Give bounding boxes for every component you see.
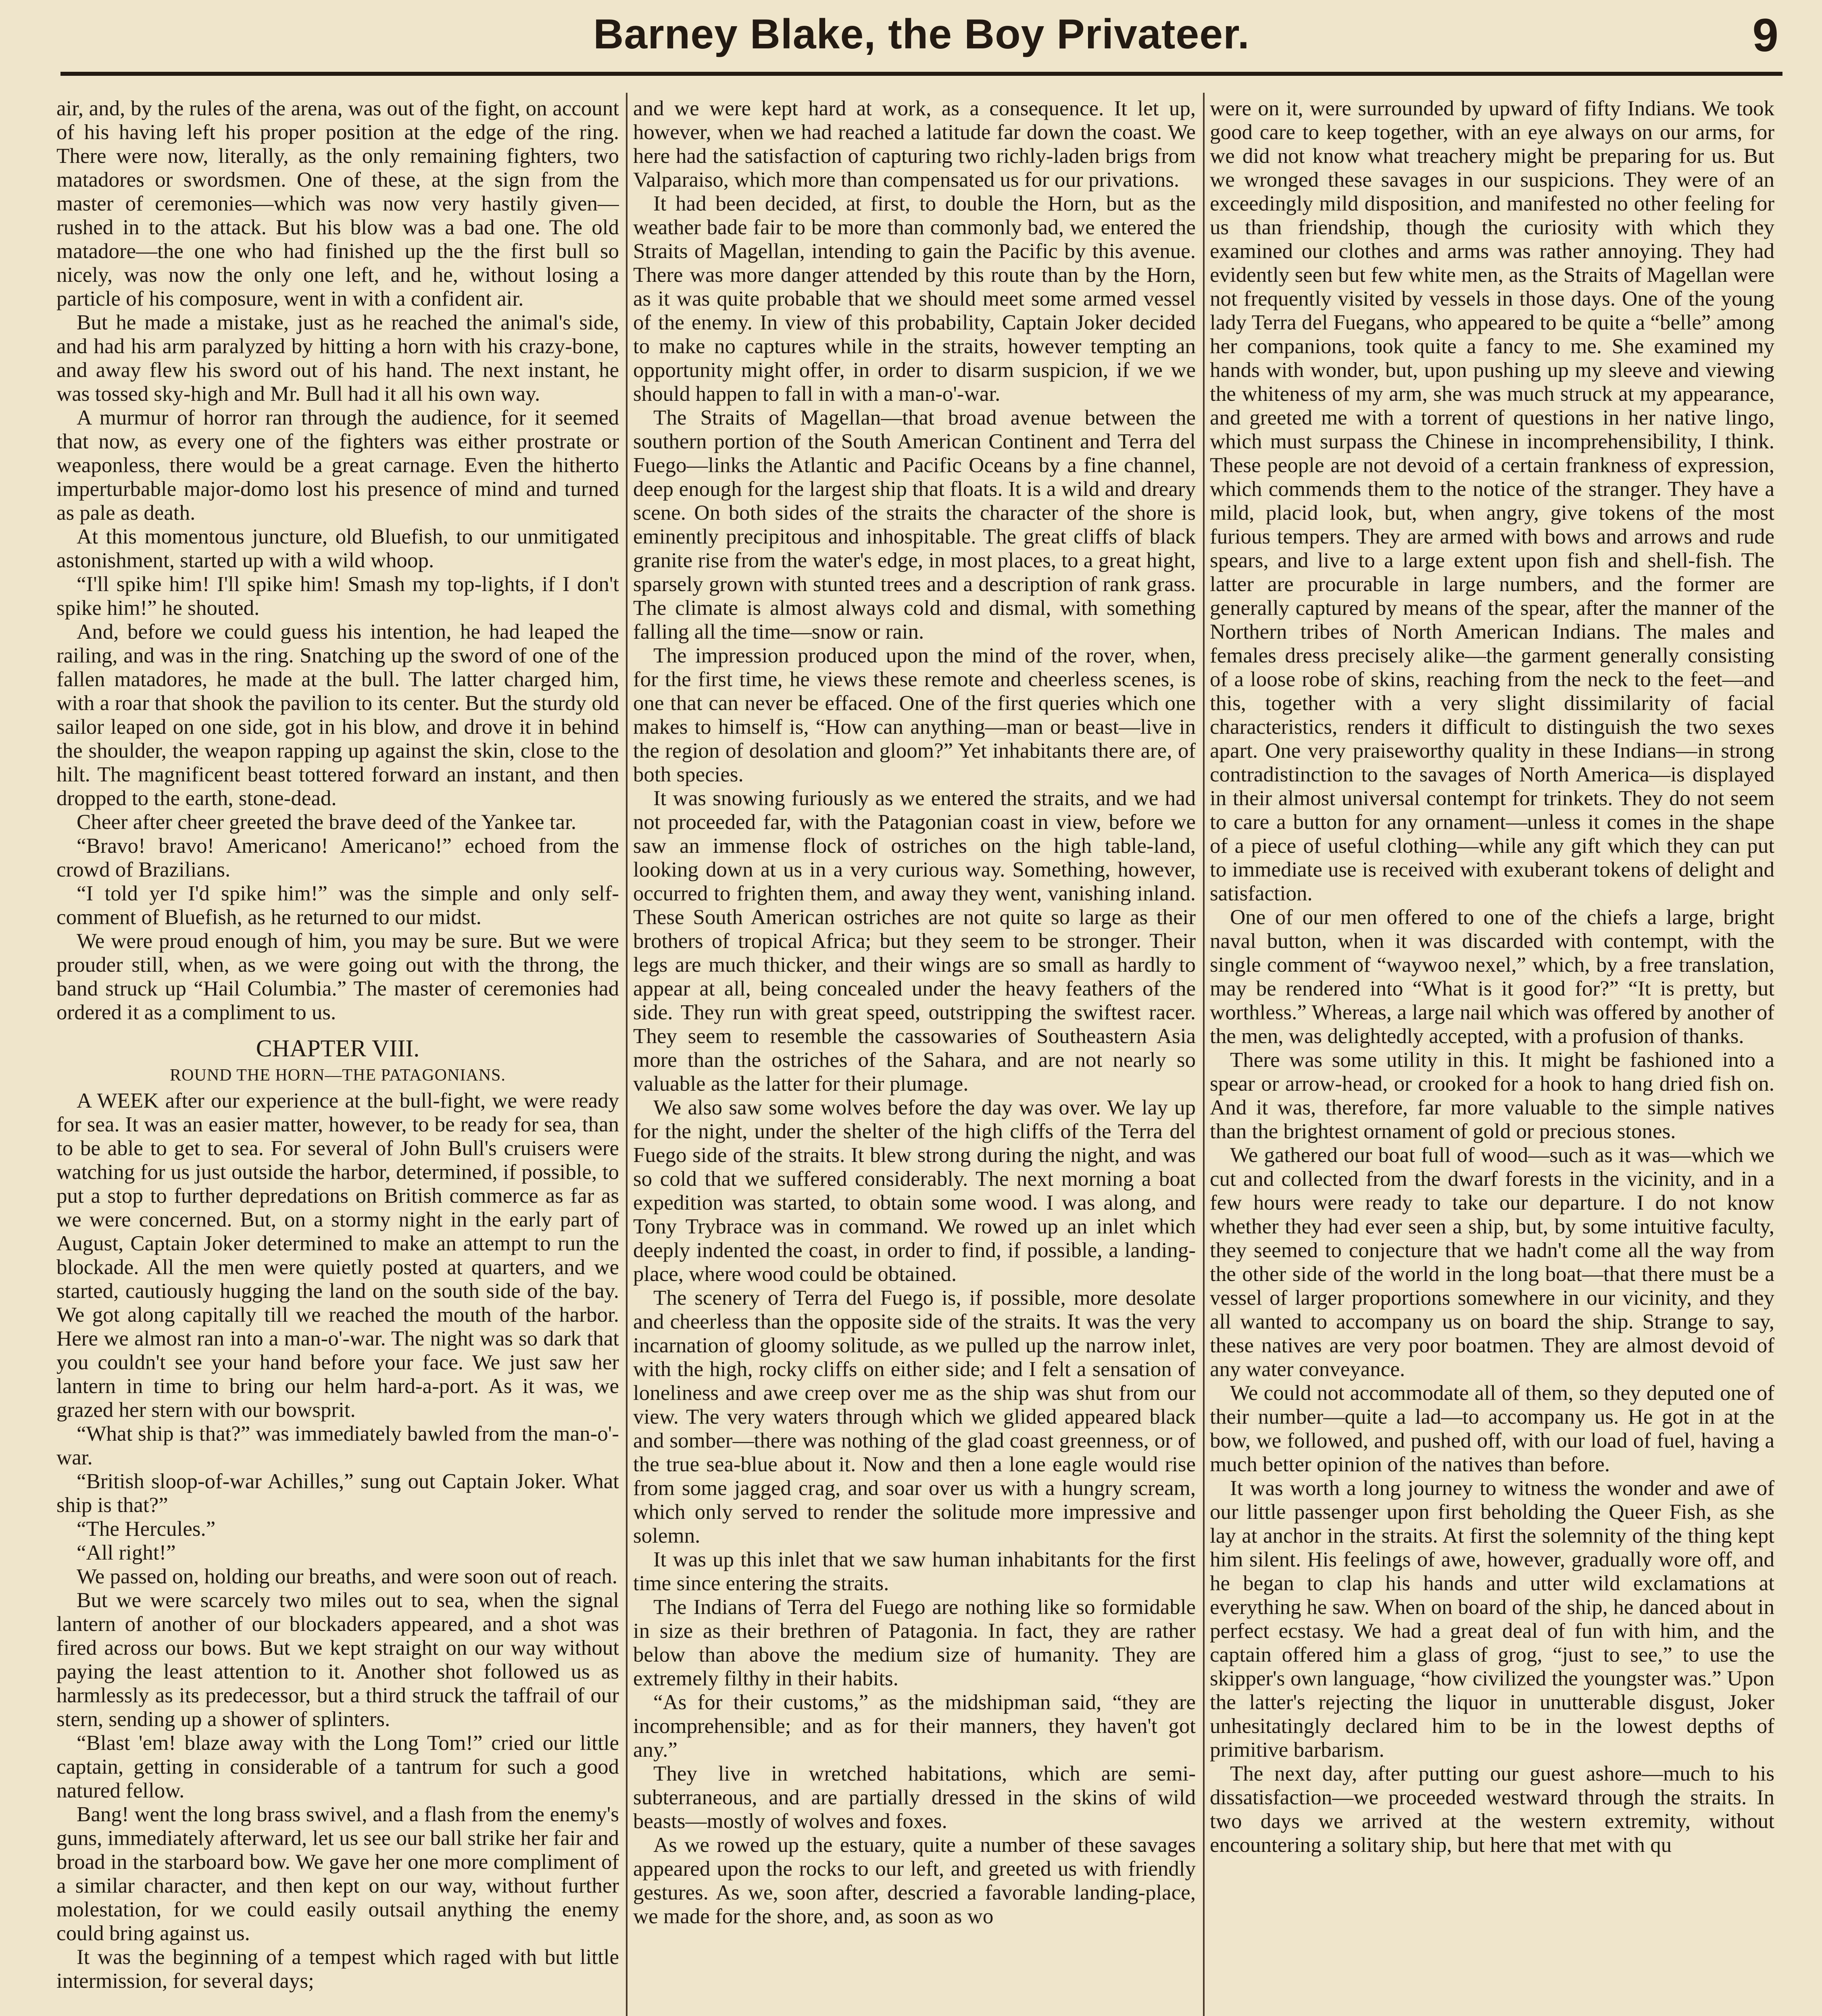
- paragraph: The scenery of Terra del Fuego is, if possible, more desolate and cheerless than the opposite side of the straits. It was the very incarnation of gloomy solitude, as we pulled up the narrow inlet, with the high, rocky cliffs on either side; and I felt a sensation of loneliness and awe creep over me as the ship was shut from our view. The very waters through which we glided appeared black and somber—there was nothing of the glad coast greenness, or of the true sea-blue about it. Now and then a lone eagle would rise from some jagged crag, and soar over us with a hungry scream, which only served to render the solitude more impressive and solemn.: [633, 1286, 1196, 1547]
- paragraph: We could not accommodate all of them, so they deputed one of their number—quite a lad—to accompany us. He got in at the bow, we followed, and pushed off, with our load of fuel, having a much better opinion of the natives than before.: [1210, 1381, 1774, 1476]
- paragraph: One of our men offered to one of the chiefs a large, bright naval button, when it was discarded with contempt, with the single comment of “waywoo nexel,” which, by a free translation, may be rendered into “What is it good for?” “It is pretty, but worthless.” Whereas, a large nail which was offered by another of the men, was delightedly accepted, with a profusion of thanks.: [1210, 906, 1774, 1048]
- paragraph: We were proud enough of him, you may be sure. But we were prouder still, when, as we were going out with the throng, the band struck up “Hail Columbia.” The master of ceremonies had ordered it as a compliment to us.: [56, 929, 619, 1024]
- paragraph: The Indians of Terra del Fuego are nothing like so formidable in size as their brethren of Patagonia. In fact, they are rather below than above the medium size of humanity. They are extremely filthy in their habits.: [633, 1595, 1196, 1690]
- paragraph: The next day, after putting our guest ashore—much to his dissatisfaction—we proceeded westward through the straits. In two days we arrived at the western extremity, without encountering a solitary ship, but here that met with qu: [1210, 1762, 1774, 1857]
- paragraph: It had been decided, at first, to double the Horn, but as the weather bade fair to be more than commonly bad, we entered the Straits of Magellan, intending to gain the Pacific by this avenue. There was more danger attended by this route than by the Horn, as it was quite probable that we should meet some armed vessel of the enemy. In view of this probability, Captain Joker decided to make no captures while in the straits, however tempting an opportunity might offer, in order to disarm suspicion, if we we should happen to fall in with a man-o'-war.: [633, 192, 1196, 406]
- paragraph: They live in wretched habitations, which are semi-subterraneous, and are partially dressed in the skins of wild beasts—mostly of wolves and foxes.: [633, 1762, 1196, 1833]
- paragraph: “As for their customs,” as the midshipman said, “they are incomprehensible; and as for their manners, they haven't got any.”: [633, 1691, 1196, 1762]
- paragraph: and we were kept hard at work, as a consequence. It let up, however, when we had reached a latitude far down the coast. We here had the satisfaction of capturing two richly-laden brigs from Valparaiso, which more than compensated us for our privations.: [633, 97, 1196, 192]
- paragraph: It was the beginning of a tempest which raged with but little intermission, for several days;: [56, 1945, 619, 1993]
- paragraph: As we rowed up the estuary, quite a number of these savages appeared upon the rocks to our left, and greeted us with friendly gestures. As we, soon after, descried a favorable landing-place, we made for the shore, and, as soon as wo: [633, 1833, 1196, 1928]
- text-column-3: [1210, 97, 1774, 2016]
- paragraph: It was up this inlet that we saw human inhabitants for the first time since entering the straits.: [633, 1548, 1196, 1595]
- paragraph: At this momentous juncture, old Bluefish, to our unmitigated astonishment, started up with a wild whoop.: [56, 525, 619, 572]
- paragraph: “I told yer I'd spike him!” was the simple and only self-comment of Bluefish, as he returned to our midst.: [56, 882, 619, 929]
- paragraph: “Bravo! bravo! Americano! Americano!” echoed from the crowd of Brazilians.: [56, 834, 619, 881]
- page-header: [60, 8, 1782, 69]
- paragraph: A WEEK after our experience at the bull-fight, we were ready for sea. It was an easier matter, however, to be ready for sea, than to be able to get to sea. For several of John Bull's cruisers were watching for us just outside the harbor, determined, if possible, to put a stop to further depredations on British commerce as far as we were concerned. But, on a stormy night in the early part of August, Captain Joker determined to make an attempt to run the blockade. All the men were quietly posted at quarters, and we started, cautiously hugging the land on the south side of the bay. We got along capitally till we reached the mouth of the harbor. Here we almost ran into a man-o'-war. The night was so dark that you couldn't see your hand before your face. We just saw her lantern in time to bring our helm hard-a-port. As it was, we grazed her stern with our bowsprit.: [56, 1089, 619, 1422]
- header-divider: [60, 72, 1782, 76]
- paragraph: We passed on, holding our breaths, and were soon out of reach.: [77, 1565, 617, 1588]
- paragraph: But we were scarcely two miles out to sea, when the signal lantern of another of our blockaders appeared, and a shot was fired across our bows. But we kept straight on our way without paying the least attention to it. Another shot followed us as harmlessly as its predecessor, but a third struck the taffrail of our stern, sending up a shower of splinters.: [56, 1589, 619, 1731]
- paragraph: were on it, were surrounded by upward of fifty Indians. We took good care to keep together, with an eye always on our arms, for we did not know what treachery might be preparing for us. But we wronged these savages in our suspicions. They were of an exceedingly mild disposition, and manifested no other feeling for us than friendship, though the curiosity with which they examined our clothes and arms was rather annoying. They had evidently seen but few white men, as the Straits of Magellan were not frequently visited by vessels in those days. One of the young lady Terra del Fuegans, who appeared to be quite a “belle” among her companions, took quite a fancy to me. She examined my hands with wonder, but, upon pushing up my sleeve and viewing the whiteness of my arm, she was much struck at my appearance, and greeted me with a torrent of questions in her native lingo, which must surpass the Chinese in incomprehensibility, I think. These people are not devoid of a certain frankness of expression, which commends them to the notice of the stranger. They have a mild, placid look, but, when angry, give tokens of the most furious tempers. They are armed with bows and arrows and rude spears, and live to a large extent upon fish and shell-fish. The latter are procurable in large numbers, and the former are generally captured by means of the spear, after the manner of the Northern tribes of North American Indians. The males and females dress precisely alike—the garment generally consisting of a loose robe of skins, reaching from the neck to the feet—and this, together with a very slight dissimilarity of facial characteristics, renders it difficult to distinguish the two sexes apart. One very praiseworthy quality in these Indians—in strong contradistinction to the savages of North America—is displayed in their almost universal contempt for trinkets. They do not seem to care a button for any ornament—unless it comes in the shape of a piece of useful clothing—while any gift which they can put to immediate use is received with exuberant tokens of delight and satisfaction.: [1210, 97, 1774, 905]
- paragraph: air, and, by the rules of the arena, was out of the fight, on account of his having left his proper position at the edge of the ring. There were now, literally, as the only remaining fighters, two matadores or swordsmen. One of these, at the sign from the master of ceremonies—which was now very hastily given—rushed in to the attack. But his blow was a bad one. The old matadore—the one who had finished up the the first bull so nicely, was now the only one left, and he, without losing a particle of his composure, went in with a confident air.: [56, 97, 619, 310]
- paragraph: It was snowing furiously as we entered the straits, and we had not proceeded far, with the Patagonian coast in view, before we saw an immense flock of ostriches on the high table-land, looking down at us in a very curious way. Something, however, occurred to frighten them, and away they went, vanishing inland. These South American ostriches are not quite so large as their brothers of tropical Africa; but they seem to be stronger. Their legs are much thicker, and their wings are so small as hardly to appear at all, being concealed under the heavy feathers of the side. They run with great speed, outstripping the swiftest racer. They seem to resemble the cassowaries of Southeastern Asia more than the ostriches of the Sahara, and are not nearly so valuable as the latter for their plumage.: [633, 787, 1196, 1095]
- paragraph: And, before we could guess his intention, he had leaped the railing, and was in the ring. Snatching up the sword of one of the fallen matadores, he made at the bull. The latter charged him, with a roar that shook the pavilion to its center. But the sturdy old sailor leaped on one side, got in his blow, and drove it in behind the shoulder, the weapon rapping up against the skin, close to the hilt. The magnificent beast tottered forward an instant, and then dropped to the earth, stone-dead.: [56, 620, 619, 810]
- column-divider: [1203, 93, 1205, 2016]
- column-divider: [626, 93, 627, 2016]
- paragraph: It was worth a long journey to witness the wonder and awe of our little passenger upon first beholding the Queer Fish, as she lay at anchor in the straits. At first the solemnity of the thing kept him silent. His feelings of awe, however, gradually wore off, and he began to clap his hands and utter wild exclamations at everything he saw. When on board of the ship, he danced about in perfect ecstasy. We had a great deal of fun with him, and the captain offered him a glass of grog, “just to see,” to use the skipper's own language, “how civilized the youngster was.” Upon the latter's rejecting the liquor in unutterable disgust, Joker unhesitatingly declared him to be in the lowest depths of primitive barbarism.: [1210, 1477, 1774, 1762]
- paragraph: Bang! went the long brass swivel, and a flash from the enemy's guns, immediately afterward, let us see our ball strike her fair and broad in the starboard bow. We gave her one more compliment of a similar character, and then kept on our way, without further molestation, for we could easily outsail anything the enemy could bring against us.: [56, 1803, 619, 1945]
- paragraph: “Blast 'em! blaze away with the Long Tom!” cried our little captain, getting in considerable of a tantrum for such a good natured fellow.: [56, 1731, 619, 1802]
- paragraph: We gathered our boat full of wood—such as it was—which we cut and collected from the dwarf forests in the vicinity, and in a few hours were ready to take our departure. I do not know whether they had ever seen a ship, but, by some intuitive faculty, they seemed to conjecture that we hadn't come all the way from the other side of the world in the long boat—that there must be a vessel of larger proportions somewhere in our vicinity, and they all wanted to accompany us on board the ship. Strange to say, these natives are very poor boatmen. They are almost devoid of any water conveyance.: [1210, 1143, 1774, 1381]
- text-column-2: [633, 97, 1196, 2016]
- paragraph: We also saw some wolves before the day was over. We lay up for the night, under the shelter of the high cliffs of the Terra del Fuego side of the straits. It blew strong during the night, and was so cold that we suffered considerably. The next morning a boat expedition was started, to obtain some wood. I was along, and Tony Trybrace was in command. We rowed up an inlet which deeply indented the coast, in order to find, if possible, a landing-place, where wood could be obtained.: [633, 1096, 1196, 1286]
- paragraph: But he made a mistake, just as he reached the animal's side, and had his arm paralyzed by hitting a horn with his crazy-bone, and away flew his sword out of his hand. The next instant, he was tossed sky-high and Mr. Bull had it all his own way.: [56, 311, 619, 406]
- paragraph: “What ship is that?” was immediately bawled from the man-o'-war.: [56, 1422, 619, 1469]
- paragraph: There was some utility in this. It might be fashioned into a spear or arrow-head, or crooked for a hook to hang dried fish on. And it was, therefore, far more valuable to the simple natives than the brightest ornament of gold or precious stones.: [1210, 1048, 1774, 1143]
- paragraph: “All right!”: [77, 1541, 176, 1564]
- paragraph: The impression produced upon the mind of the rover, when, for the first time, he views these remote and cheerless scenes, is one that can never be effaced. One of the first queries which one makes to himself is, “How can anything—man or beast—live in the region of desolation and gloom?” Yet inhabitants there are, of both species.: [633, 644, 1196, 786]
- paragraph: The Straits of Magellan—that broad avenue between the southern portion of the South American Continent and Terra del Fuego—links the Atlantic and Pacific Oceans by a fine channel, deep enough for the largest ship that floats. It is a wild and dreary scene. On both sides of the straits the character of the shore is eminently precipitous and inhospitable. The great cliffs of black granite rise from the water's edge, in most places, to a great hight, sparsely grown with stunted trees and a description of rank grass. The climate is almost always cold and dismal, with something falling all the time—snow or rain.: [633, 406, 1196, 644]
- paragraph: “The Hercules.”: [77, 1517, 216, 1541]
- paragraph: “British sloop-of-war Achilles,” sung out Captain Joker. What ship is that?”: [56, 1470, 619, 1517]
- chapter-subtitle: ROUND THE HORN—THE PATAGONIANS.: [170, 1066, 506, 1085]
- page-number: 9: [1752, 9, 1778, 61]
- page-title: Barney Blake, the Boy Privateer.: [593, 11, 1250, 58]
- chapter-heading: CHAPTER VIII.: [256, 1035, 420, 1062]
- text-column-1: [56, 97, 619, 2016]
- paragraph: Cheer after cheer greeted the brave deed of the Yankee tar.: [77, 810, 576, 834]
- paragraph: “I'll spike him! I'll spike him! Smash my top-lights, if I don't spike him!” he shouted.: [56, 573, 619, 620]
- paragraph: A murmur of horror ran through the audience, for it seemed that now, as every one of the fighters was either prostrate or weaponless, there would be a great carnage. Even the hitherto imperturbable major-domo lost his presence of mind and turned as pale as death.: [56, 406, 619, 525]
